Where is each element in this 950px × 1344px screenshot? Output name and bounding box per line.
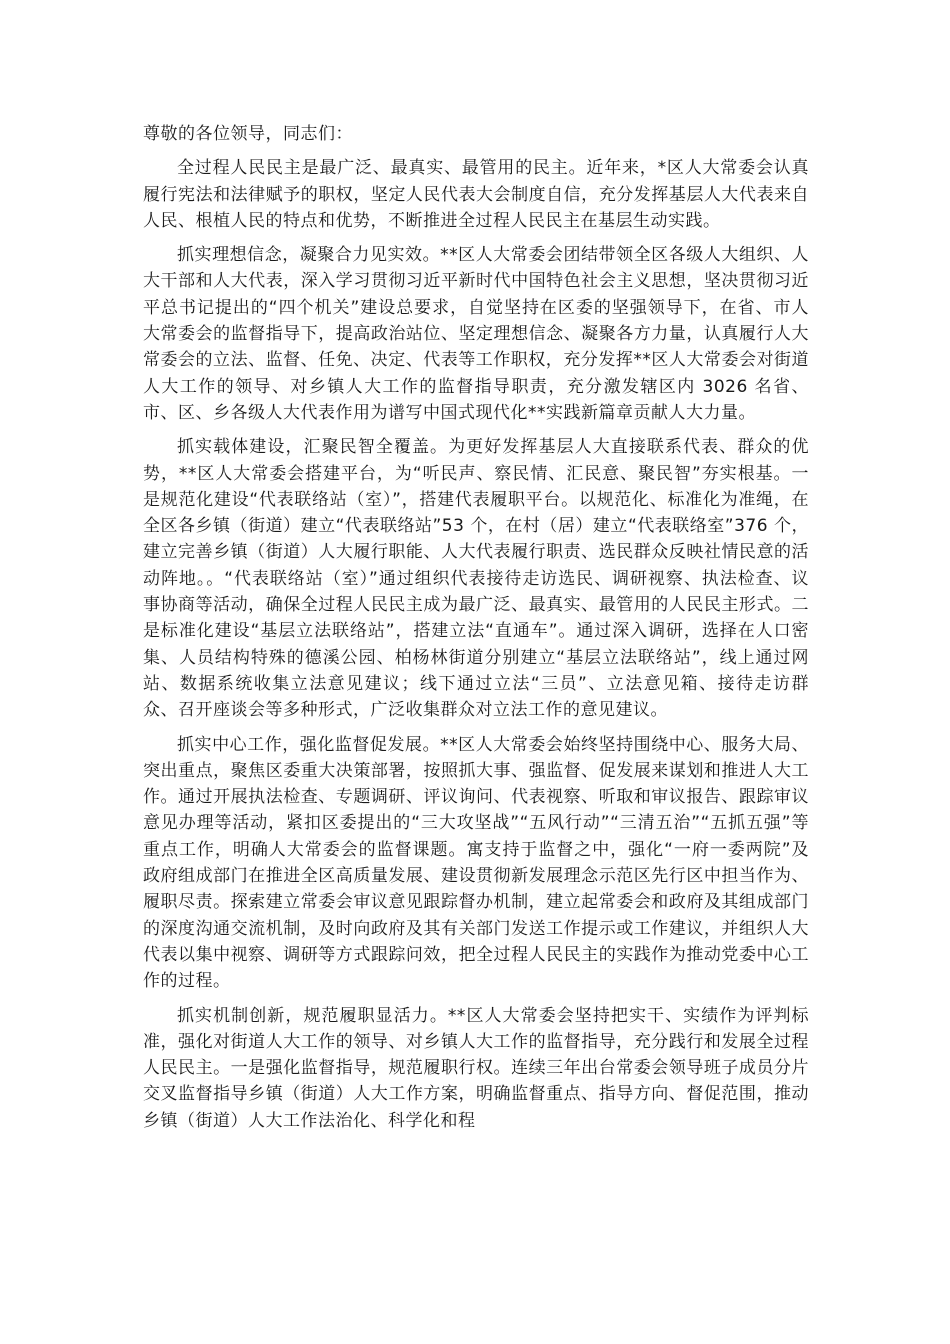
paragraph-carrier: 抓实载体建设，汇聚民智全覆盖。为更好发挥基层人大直接联系代表、群众的优势，**区人大常委会搭建平台，为“听民声、察民情、汇民意、聚民智”夯实根基。一是规范化建设“代表联络站（室）”，搭建代表履职平台。以规范化、标准化为准绳，在全区各乡镇（街道）建立“代表联络站”53 个，在村（居）建立“代表联络室”376 个，建立完善乡镇（街道）人大履行职能、人大代表履行职责、选民群众反映社情民意的活动阵地。。“代表联络站（室）”通过组织代表接待走访选民、调研视察、执法检查、议事协商等活动，确保全过程人民民主成为最广泛、最真实、最管用的人民民主形式。二是标准化建设“基层立法联络站”，搭建立法“直通车”。通过深入调研，选择在人口密集、人员结构特殊的德溪公园、柏杨林街道分别建立“基层立法联络站”，线上通过网站、数据系统收集立法意见建议；线下通过立法“三员”、立法意见箱、接待走访群众、召开座谈会等多种形式，广泛收集群众对立法工作的意见建议。 (143, 437, 809, 721)
paragraph-mechanism: 抓实机制创新，规范履职显活力。**区人大常委会坚持把实干、实绩作为评判标准，强化对街道人大工作的领导、对乡镇人大工作的监督指导，充分践行和发展全过程人民民主。一是强化监督指导，规范履职行权。连续三年出台常委会领导班子成员分片交叉监督指导乡镇（街道）人大工作方案，明确监督重点、指导方向、督促范围，推动乡镇（街道）人大工作法治化、科学化和程 (143, 1005, 809, 1131)
paragraph-ideals: 抓实理想信念，凝聚合力见实效。**区人大常委会团结带领全区各级人大组织、人大干部和人大代表，深入学习贯彻习近平新时代中国特色社会主义思想，坚决贯彻习近平总书记提出的“四个机关”建设总要求，自觉坚持在区委的坚强领导下，在省、市人大常委会的监督指导下，提高政治站位、坚定理想信念、凝聚各方力量，认真履行人大常委会的立法、监督、任免、决定、代表等工作职权，充分发挥**区人大常委会对街道人大工作的领导、对乡镇人大工作的监督指导职责，充分激发辖区内 3026 名省、市、区、乡各级人大代表作用为谱写中国式现代化**实践新篇章贡献人大力量。 (143, 245, 809, 423)
paragraph-intro: 全过程人民民主是最广泛、最真实、最管用的民主。近年来，*区人大常委会认真履行宪法和法律赋予的职权，坚定人民代表大会制度自信，充分发挥基层人大代表来自人民、根植人民的特点和优势，不断推进全过程人民民主在基层生动实践。 (143, 158, 809, 231)
greeting-line: 尊敬的各位领导，同志们： (143, 124, 353, 144)
paragraph-center-work: 抓实中心工作，强化监督促发展。**区人大常委会始终坚持围绕中心、服务大局、突出重点，聚焦区委重大决策部署，按照抓大事、强监督、促发展来谋划和推进人大工作。通过开展执法检查、专题调研、评议询问、代表视察、听取和审议报告、跟踪审议意见办理等活动，紧扣区委提出的“三大攻坚战”“五风行动”“三清五治”“五抓五强”等重点工作，明确人大常委会的监督课题。寓支持于监督之中，强化“一府一委两院”及政府组成部门在推进全区高质量发展、建设贯彻新发展理念示范区先行区中担当作为、履职尽责。探索建立常委会审议意见跟踪督办机制，建立起常委会和政府及其组成部门的深度沟通交流机制，及时向政府及其有关部门发送工作提示或工作建议，并组织人大代表以集中视察、调研等方式跟踪问效，把全过程人民民主的实践作为推动党委中心工作的过程。 (143, 734, 809, 992)
document-page (143, 121, 809, 1142)
